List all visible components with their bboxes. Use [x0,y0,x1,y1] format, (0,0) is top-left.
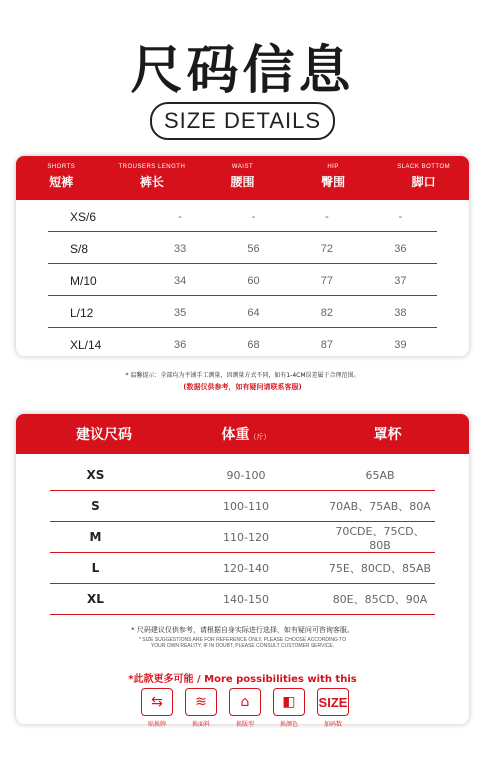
size-cell: M/10 [70,273,97,288]
header-weight-label: 体重 [221,427,250,443]
table-row [50,491,435,522]
more-possibilities-title: *此款更多可能 / More possibilities with this [128,674,357,685]
cup-cell: 75E、80CD、85AB [328,562,432,575]
waist-cell: 60 [247,274,260,287]
option-label: 换面料 [191,721,210,728]
shape-icon: ⌂ [229,688,261,716]
weight-cell: 100-110 [223,499,269,513]
header-zh-length: 裤长 [139,175,164,189]
recommendation-note: * 尺码建议仅供参考，请根据自身实际进行选择，如有疑问可咨询客服。 [131,626,354,634]
size-cell: M [89,530,102,544]
header-cup: 罩杯 [373,427,402,443]
hip-cell: 72 [320,242,334,255]
fabric-icon: ≋ [185,688,217,716]
size-cell: L [91,561,100,575]
size-cell: XL/14 [70,338,102,352]
option-label: 贴换牌 [147,721,166,728]
waist-cell: - [251,210,256,223]
weight-cell: 120-140 [223,561,269,575]
bottom-cell: 37 [394,274,407,287]
option-color [272,688,306,728]
header-en-waist: WAIST [231,164,254,170]
length-cell: 34 [173,274,187,287]
option-label: 换颜色 [279,721,298,728]
hip-cell: - [325,210,329,223]
cup-cell: 70AB、75AB、80A [329,500,431,513]
page-subtitle: SIZE DETAILS [150,102,335,140]
recommendation-note-en [16,637,469,649]
measurement-note: * 温馨提示：全部均为平铺手工测量，因测量方式不同，如有1-4CM误差属于合理范围。 [125,372,360,379]
size-measurement-table [16,156,469,356]
size-cell: XS [86,468,105,482]
size-cell: L/12 [70,305,94,320]
header-en-length: TROUSERS LENGTH [118,164,186,170]
header-weight [166,424,286,444]
hip-cell: 77 [320,274,334,287]
table-row [48,298,437,328]
bottom-cell: 36 [394,242,407,255]
table-row [48,330,437,356]
header-en-shorts: SHORTS [47,164,76,170]
recommendation-note-en-line1: * SIZE SUGGESTIONS ARE FOR REFERENCE ONLY, PLEASE CHOOSE ACCORDING TO [138,637,347,643]
bottom-cell: 39 [394,339,407,351]
hip-cell: 87 [320,339,334,351]
option-fabric [184,688,218,728]
header-zh-hip: 臀围 [321,175,346,189]
cup-cell: 65AB [365,468,395,482]
header-en-bottom: SLACK BOTTOM [397,164,451,170]
table-row [50,460,435,491]
option-label: 加码数 [323,721,342,728]
swap-pad-icon: ⇆ [141,688,173,716]
length-cell: 35 [173,306,187,319]
weight-cell: 90-100 [226,468,266,482]
header-zh-waist: 腰围 [230,175,255,189]
recommendation-note-en-line2: YOUR OWN REALITY, IF IN DOUBT, PLEASE CONSULT CUSTOMER SERVICE. [150,643,335,649]
page-title: 尺码信息 [130,41,355,101]
header-zh-bottom: 脚口 [411,175,436,189]
waist-cell: 68 [247,339,260,351]
options-row [140,688,350,728]
option-swap-pad [140,688,174,728]
cup-cell: 80E、85CD、90A [332,593,428,606]
length-cell: - [178,210,182,223]
table-row [50,553,435,584]
measurement-table-header [16,156,469,200]
table-row [48,266,437,296]
hip-cell: 82 [320,306,334,319]
option-label: 换版型 [235,721,254,728]
length-cell: 33 [173,242,187,255]
size-cell: XS/6 [70,209,97,224]
recommendation-table-header [16,414,469,454]
option-size [316,688,350,728]
header-zh-shorts: 短裤 [49,175,74,189]
header-recommended-size: 建议尺码 [76,427,132,443]
bottom-cell: 38 [394,306,407,319]
weight-cell: 140-150 [223,592,269,606]
measurement-note-reference: (数据仅供参考，如有疑问请联系客服) [183,383,302,391]
size-cell: XL [87,592,104,606]
size-cell: S [91,499,100,513]
waist-cell: 64 [247,306,260,319]
table-row [48,202,437,232]
header-en-hip: HIP [327,164,339,170]
length-cell: 36 [173,339,187,351]
table-row [48,234,437,264]
weight-cell: 110-120 [223,530,269,544]
table-row [50,584,435,615]
header-weight-unit: （斤） [249,433,271,441]
cup-cell: 70CDE、75CD、80B [335,524,425,552]
bottom-cell: - [398,210,403,223]
size-icon: SIZE [317,688,349,716]
waist-cell: 56 [247,242,260,255]
option-shape [228,688,262,728]
size-cell: S/8 [70,241,89,256]
table-row [50,522,435,553]
color-icon: ◧ [273,688,305,716]
